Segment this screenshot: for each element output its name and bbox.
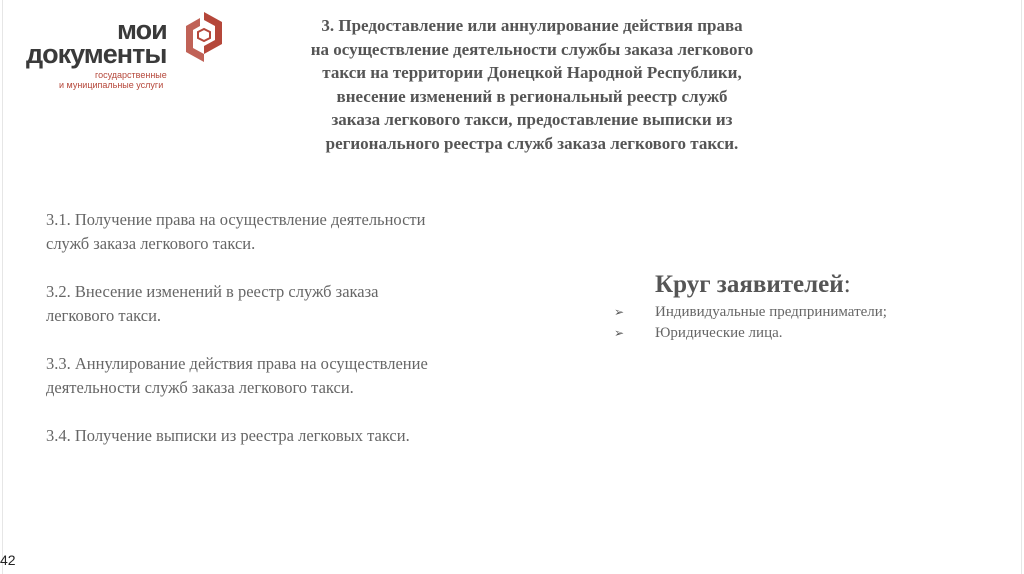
logo-mark-icon — [182, 10, 226, 64]
list-item — [612, 323, 992, 344]
service-item-line: служб заказа легкового такси. — [46, 234, 256, 253]
title-line: внесение изменений в региональный реестр служб — [336, 86, 728, 106]
service-item-line: 3.2. Внесение изменений в реестр служб заказа — [46, 282, 379, 301]
title-line: такси на территории Донецкой Народной Республики, — [322, 63, 742, 82]
title-line: на осуществление деятельности службы заказа легкового — [310, 39, 754, 59]
frame-left-edge — [2, 0, 3, 574]
list-item — [612, 302, 992, 323]
applicants-list — [612, 302, 992, 344]
page-number: 42 — [0, 552, 16, 568]
applicants-heading-text: Круг заявителей — [655, 271, 844, 298]
logo-word-dokumenty: документы — [26, 39, 167, 69]
title-line: 3. Предоставление или аннулирование действия права — [321, 16, 743, 35]
logo-word-moi: мои — [117, 15, 167, 45]
slide-title — [262, 14, 802, 155]
service-item-3-1 — [46, 208, 526, 256]
arrow-bullet-icon: ➢ — [614, 305, 625, 319]
applicant-type: Юридические лица. — [655, 325, 783, 341]
logo-subtitle-line2: и муниципальные услуги — [59, 80, 164, 90]
service-item-line: деятельности служб заказа легкового такси. — [46, 378, 354, 397]
title-line: регионального реестра служб заказа легкового такси. — [325, 133, 739, 153]
service-item-3-2 — [46, 280, 526, 328]
service-item-line: 3.4. Получение выписки из реестра легковых такси. — [46, 426, 410, 445]
service-item-3-3 — [46, 352, 526, 400]
service-list — [46, 208, 526, 472]
service-item-line: 3.3. Аннулирование действия права на осуществление — [46, 354, 428, 373]
applicants-block — [612, 268, 992, 344]
service-item-line: 3.1. Получение права на осуществление деятельности — [46, 210, 426, 229]
applicants-heading — [655, 268, 992, 302]
arrow-bullet-icon: ➢ — [614, 326, 625, 340]
logo — [24, 10, 229, 92]
service-item-3-4 — [46, 424, 526, 448]
title-line: заказа легкового такси, предоставление выписки из — [331, 110, 733, 129]
logo-subtitle-line1: государственные — [95, 70, 167, 80]
applicants-heading-colon: : — [843, 271, 851, 298]
service-item-line: легкового такси. — [46, 306, 162, 325]
applicant-type: Индивидуальные предприниматели; — [655, 304, 887, 320]
frame-right-edge — [1021, 0, 1022, 574]
